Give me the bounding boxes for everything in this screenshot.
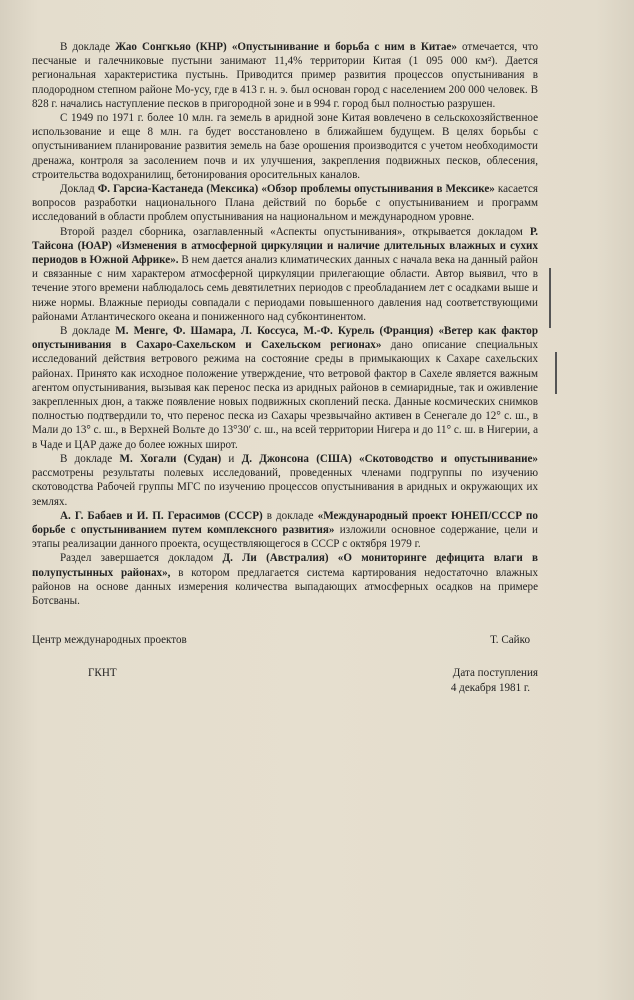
article-body — [32, 40, 538, 608]
paragraph — [32, 551, 538, 608]
paragraph-text: Доклад — [60, 183, 98, 196]
margin-mark — [549, 268, 551, 328]
paragraph — [32, 225, 538, 324]
author-signature: Т. Сайко — [490, 634, 530, 646]
paragraph — [32, 452, 538, 509]
paragraph — [32, 40, 538, 111]
report-reference: М. Хогали (Судан) — [119, 452, 222, 465]
paragraph-text: В докладе — [60, 325, 116, 338]
paragraph — [32, 509, 538, 552]
paragraph — [32, 111, 538, 182]
signature-block — [388, 633, 538, 696]
paragraph-text: Раздел завершается докладом — [60, 552, 223, 565]
report-reference: Д. Ли (Австралия) «О мониторинге дефицита влаги в полупустынных районах», — [32, 552, 539, 579]
paragraph-text: и — [221, 452, 242, 465]
paragraph-text: В нем дается анализ климатических данных с начала века на данный район и связанные с ним характером атмосферной циркуляции прилегающие области. Автор выявил, что в течение этого времени наблюдалось семь девятилетних периодов с преобладанием лет с осадками выше и ниже нормы. Влажные периоды совпадали с периодами повышенного давления над соответствующими районами Атлантического океана и пониженного над субконтинентом. — [32, 254, 538, 323]
report-reference: Жао Сонгкьяо (КНР) «Опустынивание и борьба с ним в Китае» — [115, 41, 457, 53]
received-date-label: Дата поступления — [452, 667, 538, 679]
organization-line-2: ГКНТ — [88, 667, 117, 679]
paragraph-text: Второй раздел сборника, озаглавленный «Аспекты опустынивания», открывается докладом — [60, 225, 530, 238]
paragraph-text: изложили основное содержание, цели и этапы реализации данного проекта, осуществляющегося в СССР с октября 1979 г. — [32, 523, 538, 551]
paragraph-text: дано описание специальных исследований действия ветрового режима на состояние среды в примыкающих к Сахаре сахельских районах. Принято как исходное положение утверждение, что ветровой фактор в Сахеле является важным агентом опустынивания, вызывая как перенос песка из аридных районов в семиаридные, так и оживление закрепленных дюн, а также появление новых подвижных скоплений песка. Данные космических снимков полностью подтвердили то, что перенос песка из Сахары чрезвычайно активен в Сенегале до 12° с. ш., в Мали до 13° с. ш., в Верхней Вольте до 13°30′ с. ш., на всей территории Нигера и до 11° с. ш. в Нигерии, а в Чаде и ЦАР даже до более южных широт. — [32, 339, 538, 451]
paragraph-text: В докладе — [60, 41, 116, 53]
report-reference: М. Менге, Ф. Шамара, Л. Коссуса, М.-Ф. Курель (Франция) «Ветер как фактор опустынивания в Сахаро-Сахельском и Сахельском регионах» — [32, 325, 538, 352]
paragraph-text: в котором предлагается система картирования недостаточно влажных районов на основе данных измерения количества выпадающих атмосферных осадков на примере Ботсваны. — [32, 566, 538, 607]
paragraph-text: В докладе — [60, 452, 120, 465]
received-date-value: 4 декабря 1981 г. — [450, 682, 530, 694]
organization-line-1: Центр международных проектов — [32, 634, 187, 646]
report-reference: А. Г. Бабаев и И. П. Герасимов (СССР) — [60, 509, 263, 522]
report-reference: Д. Джонсона (США) «Скотоводство и опустынивание» — [241, 452, 538, 465]
paragraph-text: отмечается, что песчаные и галечниковые пустыни занимают 11,4% территории Китая (1 095 000 км²). Дается региональная характеристика пустынь. Приводится пример развития процессов опустынивания в плодородном степном районе Мо-усу, где в 413 г. н. э. был основан город с населением 200 000 человек. В 828 г. начались наступление песков в пригородной зоне и в 994 г. город был полностью разрушен. — [32, 41, 538, 110]
organization-block — [32, 633, 292, 681]
report-reference: «Международный проект ЮНЕП/СССР по борьбе с опустыниванием путем комплексного развития» — [32, 509, 538, 536]
paragraph-text: в докладе — [262, 509, 318, 522]
margin-mark — [555, 352, 557, 394]
paragraph-text: касается вопросов разработки национального Плана действий по борьбе с опустыниванием и программ исследований в области проблем опустынивания на национальном и международном уровне. — [32, 183, 538, 224]
report-reference: Р. Тайсона (ЮАР) «Изменения в атмосферной циркуляции и наличие длительных влажных и сухих периодов в Южной Африке». — [32, 225, 538, 267]
paragraph-text: рассмотрены результаты полевых исследований, проведенных членами подгруппы по изучению скотоводства Рабочей группы МГС по изучению процессов опустынивания в аридных и окружающих их землях. — [32, 467, 538, 508]
report-reference: Ф. Гарсиа-Кастанеда (Мексика) «Обзор проблемы опустынивания в Мексике» — [97, 183, 495, 196]
paragraph — [32, 182, 538, 225]
paragraph-text: С 1949 по 1971 г. более 10 млн. га земель в аридной зоне Китая вовлечено в сельскохозяйственное использование и еще 8 млн. га будет восстановлено в ближайшем будущем. В целях борьбы с опустыниванием планирование развития земель на базе орошения производится с учетом необходимости дренажа, контроля за засолением почв и их улучшения, закрепления подвижных песков, облесения, строительства водохранилищ, бетонирования оросительных каналов. — [32, 112, 538, 181]
paragraph — [32, 324, 538, 452]
